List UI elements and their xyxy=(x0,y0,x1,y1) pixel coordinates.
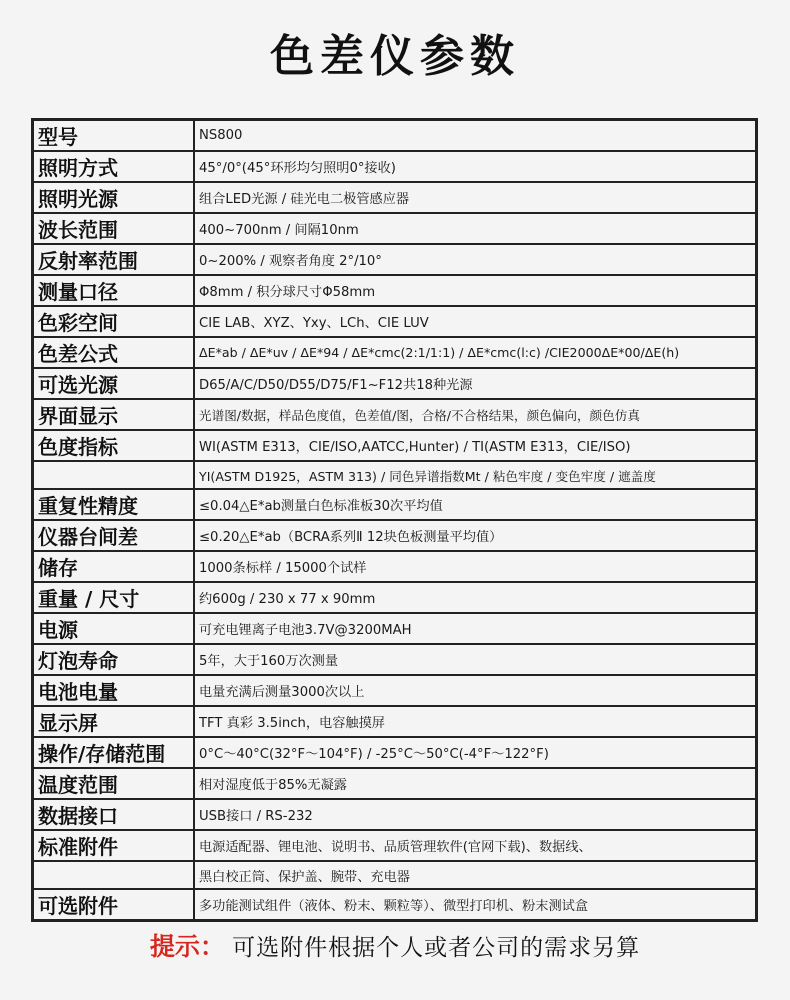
spec-label: 仪器台间差 xyxy=(33,520,195,551)
spec-row xyxy=(33,706,757,737)
footer-note xyxy=(0,922,790,973)
spec-value: ΔE*ab / ΔE*uv / ΔE*94 / ΔE*cmc(2:1/1:1) / ΔE*cmc(l:c) /CIE2000ΔE*00/ΔE(h) xyxy=(194,337,757,368)
spec-row xyxy=(33,644,757,675)
spec-row-continued xyxy=(33,461,757,489)
spec-label: 重复性精度 xyxy=(33,489,195,520)
spec-row xyxy=(33,430,757,461)
spec-label: 波长范围 xyxy=(33,213,195,244)
spec-row xyxy=(33,799,757,830)
note-label: 提示： xyxy=(149,932,225,961)
spec-row xyxy=(33,582,757,613)
spec-value: 相对湿度低于85%无凝露 xyxy=(194,768,757,799)
spec-label: 界面显示 xyxy=(33,399,195,430)
spec-value: 可充电锂离子电池3.7V@3200MAH xyxy=(194,613,757,644)
spec-value: CIE LAB、XYZ、Yxy、LCh、CIE LUV xyxy=(194,306,757,337)
spec-value: 400~700nm / 间隔10nm xyxy=(194,213,757,244)
spec-label: 型号 xyxy=(33,120,195,152)
spec-value: D65/A/C/D50/D55/D75/F1~F12共18种光源 xyxy=(194,368,757,399)
spec-row xyxy=(33,889,757,921)
spec-value: 5年，大于160万次测量 xyxy=(194,644,757,675)
spec-label: 操作/存储范围 xyxy=(33,737,195,768)
spec-row xyxy=(33,275,757,306)
spec-row xyxy=(33,213,757,244)
spec-row xyxy=(33,489,757,520)
spec-label: 照明光源 xyxy=(33,182,195,213)
spec-row xyxy=(33,306,757,337)
spec-row xyxy=(33,244,757,275)
spec-value: Φ8mm / 积分球尺寸Φ58mm xyxy=(194,275,757,306)
spec-label: 可选附件 xyxy=(33,889,195,921)
spec-table xyxy=(31,118,758,922)
spec-value: 组合LED光源 / 硅光电二极管感应器 xyxy=(194,182,757,213)
spec-label: 反射率范围 xyxy=(33,244,195,275)
spec-label: 色彩空间 xyxy=(33,306,195,337)
spec-label: 色度指标 xyxy=(33,430,195,461)
spec-value: 约600g / 230 x 77 x 90mm xyxy=(194,582,757,613)
spec-value: 黑白校正筒、保护盖、腕带、充电器 xyxy=(194,861,757,889)
spec-label: 可选光源 xyxy=(33,368,195,399)
spec-row xyxy=(33,337,757,368)
spec-value: USB接口 / RS-232 xyxy=(194,799,757,830)
spec-label xyxy=(33,461,195,489)
spec-value: 45°/0°(45°环形均匀照明0°接收) xyxy=(194,151,757,182)
spec-row xyxy=(33,737,757,768)
spec-row xyxy=(33,182,757,213)
spec-label: 重量 / 尺寸 xyxy=(33,582,195,613)
spec-label: 储存 xyxy=(33,551,195,582)
spec-label: 电池电量 xyxy=(33,675,195,706)
spec-value: 电量充满后测量3000次以上 xyxy=(194,675,757,706)
spec-value: YI(ASTM D1925，ASTM 313) / 同色异谱指数Mt / 粘色牢度 / 变色牢度 / 遮盖度 xyxy=(194,461,757,489)
spec-label: 照明方式 xyxy=(33,151,195,182)
spec-label: 显示屏 xyxy=(33,706,195,737)
spec-value: TFT 真彩 3.5inch，电容触摸屏 xyxy=(194,706,757,737)
spec-value: 电源适配器、锂电池、说明书、品质管理软件(官网下载)、数据线、 xyxy=(194,830,757,861)
spec-label: 数据接口 xyxy=(33,799,195,830)
spec-row xyxy=(33,613,757,644)
spec-value: WI(ASTM E313，CIE/ISO,AATCC,Hunter) / TI(ASTM E313，CIE/ISO) xyxy=(194,430,757,461)
spec-label: 色差公式 xyxy=(33,337,195,368)
spec-label: 测量口径 xyxy=(33,275,195,306)
spec-row xyxy=(33,675,757,706)
spec-label: 电源 xyxy=(33,613,195,644)
spec-label: 温度范围 xyxy=(33,768,195,799)
spec-row xyxy=(33,120,757,152)
spec-value: 0°C～40°C(32°F～104°F) / -25°C～50°C(-4°F～122°F) xyxy=(194,737,757,768)
spec-row xyxy=(33,520,757,551)
spec-label: 灯泡寿命 xyxy=(33,644,195,675)
spec-label: 标准附件 xyxy=(33,830,195,861)
spec-value: ≤0.20△E*ab（BCRA系列Ⅱ 12块色板测量平均值） xyxy=(194,520,757,551)
spec-row xyxy=(33,399,757,430)
spec-row xyxy=(33,151,757,182)
spec-row xyxy=(33,551,757,582)
spec-label xyxy=(33,861,195,889)
spec-row xyxy=(33,768,757,799)
note-text: 可选附件根据个人或者公司的需求另算 xyxy=(232,935,641,961)
spec-row-continued xyxy=(33,861,757,889)
spec-value: 1000条标样 / 15000个试样 xyxy=(194,551,757,582)
page-title: 色差仪参数 xyxy=(270,31,520,82)
spec-value: 光谱图/数据，样品色度值，色差值/图，合格/不合格结果，颜色偏向，颜色仿真 xyxy=(194,399,757,430)
spec-row xyxy=(33,368,757,399)
spec-value: 0~200% / 观察者角度 2°/10° xyxy=(194,244,757,275)
spec-value: ≤0.04△E*ab测量白色标准板30次平均值 xyxy=(194,489,757,520)
spec-row xyxy=(33,830,757,861)
spec-value: 多功能测试组件（液体、粉末、颗粒等）、微型打印机、粉末测试盒 xyxy=(194,889,757,921)
spec-value: NS800 xyxy=(194,120,757,152)
